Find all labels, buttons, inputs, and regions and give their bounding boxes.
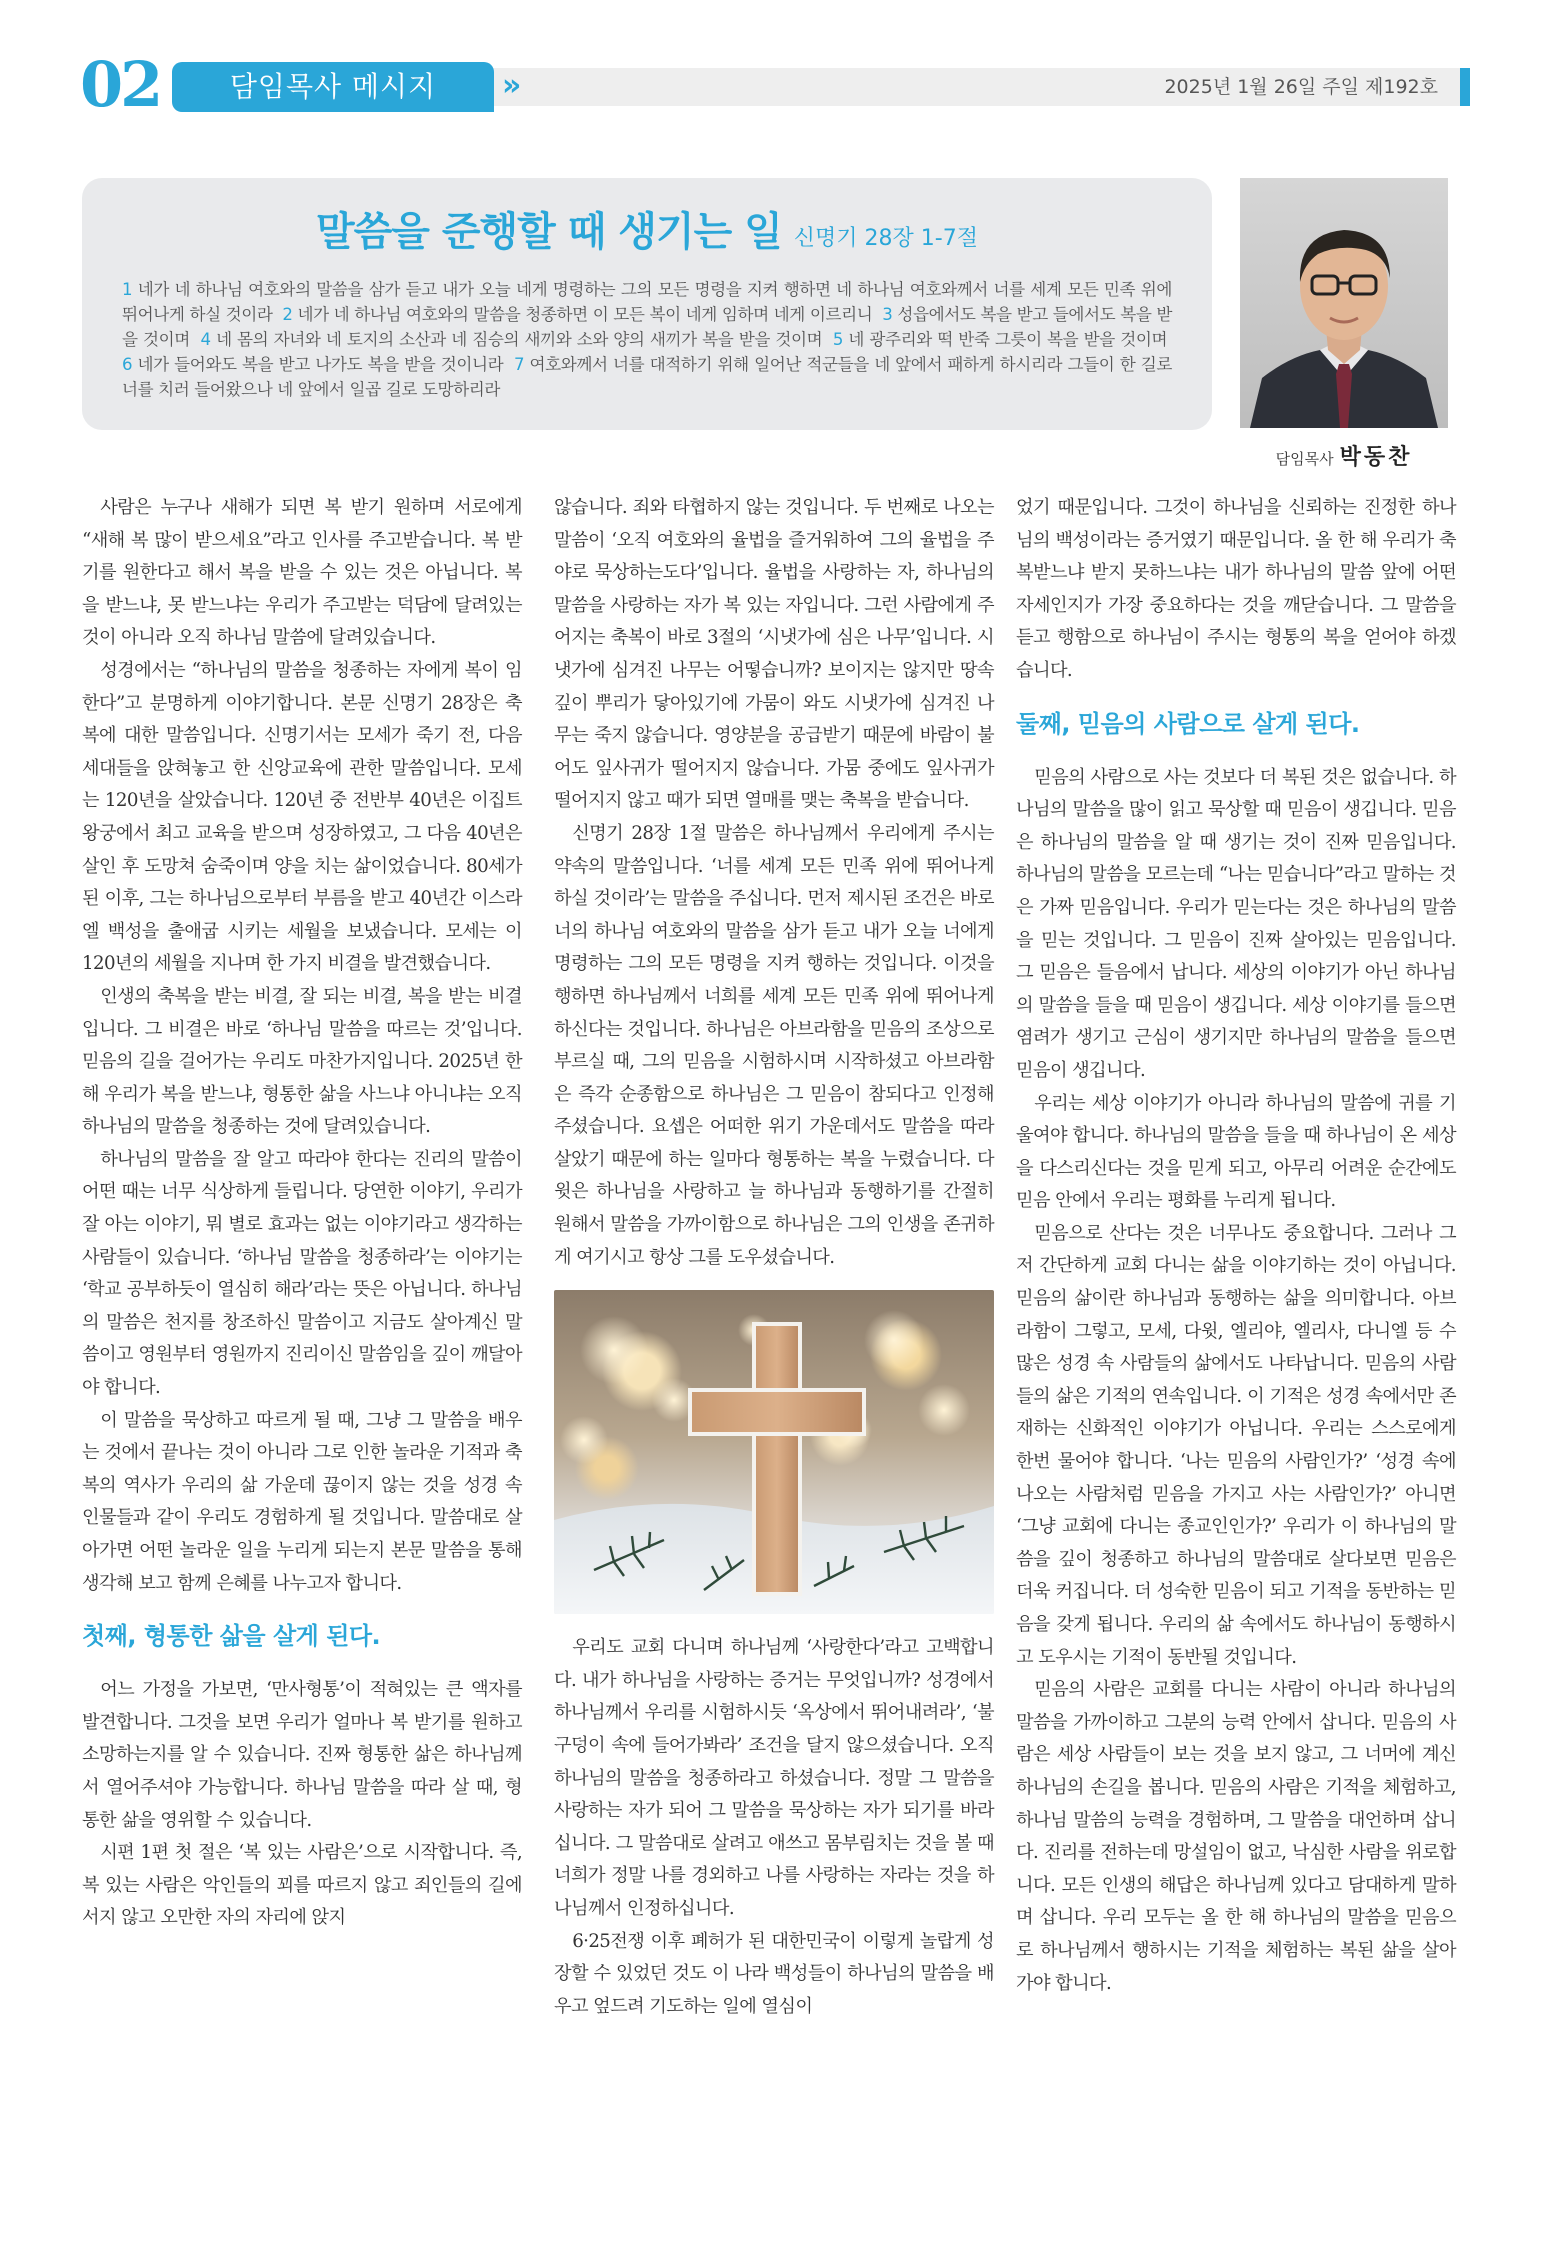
paragraph: 사람은 누구나 새해가 되면 복 받기 원하며 서로에게 “새해 복 많이 받으세요”라고 인사를 주고받습니다. 복 받기를 원한다고 해서 복을 받을 수 있는 것은 아닙니다. 복을 받느냐, 못 받느냐는 우리가 주고받는 덕담에 달려있는 것이 아니라 오직 하나님 말씀에 달려있습니다. (82, 497, 522, 649)
cross-photo (554, 1290, 994, 1614)
paragraph: 믿음의 사람으로 사는 것보다 더 복된 것은 없습니다. 하나님의 말씀을 많이 읽고 묵상할 때 믿음이 생깁니다. 믿음은 하나님의 말씀을 알 때 생기는 것이 진짜 믿음입니다. 하나님의 말씀을 모르는데 “나는 믿습니다”라고 말하는 것은 가짜 믿음입니다. 우리가 믿는다는 것은 하나님의 말씀을 믿는 것입니다. 그 믿음이 진짜 살아있는 믿음입니다. 그 믿음은 들음에서 납니다. 세상의 이야기가 아닌 하나님의 말씀을 들을 때 믿음이 생깁니다. 세상 이야기를 들으면 염려가 생기고 근심이 생기지만 하나님의 말씀을 들으면 믿음이 생깁니다. (1016, 766, 1456, 1081)
pastor-portrait-icon (1240, 178, 1448, 428)
verse-text: 네가 네 하나님 여호와의 말씀을 삼가 듣고 내가 오늘 네게 명령하는 그의 모든 명령을 지켜 행하면 네 하나님 여호와께서 너를 세계 모든 민족 위에 뛰어나게 하실 것이라 (122, 280, 1172, 324)
verse-number: 5 (832, 330, 844, 349)
article-column-2 (554, 492, 994, 2023)
article-column-3 (1016, 492, 1456, 2000)
paragraph: 성경에서는 “하나님의 말씀을 청종하는 자에게 복이 임한다”고 분명하게 이야기합니다. 본문 신명기 28장은 축복에 대한 말씀입니다. 신명기서는 모세가 죽기 전, 다음 세대들을 앉혀놓고 한 신앙교육에 관한 말씀입니다. 모세는 120년을 살았습니다. 120년 중 전반부 40년은 이집트 왕궁에서 최고 교육을 받으며 성장하였고, 그 다음 40년은 살인 후 도망쳐 숨죽이며 양을 치는 삶이었습니다. 80세가 된 이후, 그는 하나님으로부터 부름을 받고 40년간 이스라엘 백성을 출애굽 시키는 세월을 보냈습니다. 모세는 이 120년의 세월을 지나며 한 가지 비결을 발견했습니다. (82, 659, 522, 975)
paragraph: 않습니다. 죄와 타협하지 않는 것입니다. 두 번째로 나오는 말씀이 ‘오직 여호와의 율법을 즐거워하여 그의 율법을 주야로 묵상하는도다’입니다. 율법을 사랑하는 자, 하나님의 말씀을 사랑하는 자가 복 있는 자입니다. 그런 사람에게 주어지는 축복이 바로 3절의 ‘시냇가에 심은 나무’입니다. 시냇가에 심겨진 나무는 어떻습니까? 보이지는 않지만 땅속 깊이 뿌리가 닿아있기에 가뭄이 와도 시냇가에 심겨진 나무는 죽지 않습니다. 영양분을 공급받기 때문에 바람이 불어도 잎사귀가 떨어지지 않습니다. 가뭄 중에도 잎사귀가 떨어지지 않고 때가 되면 열매를 맺는 축복을 받습니다. (554, 497, 994, 812)
pastor-caption (1240, 440, 1448, 471)
header-end-mark (1460, 68, 1470, 106)
verse-number: 2 (282, 305, 293, 324)
issue-info: 2025년 1월 26일 주일 제192호 (1164, 76, 1438, 98)
scripture-text (122, 277, 1172, 402)
paragraph: 시편 1편 첫 절은 ‘복 있는 사람은’으로 시작합니다. 즉, 복 있는 사람은 악인들의 꾀를 따르지 않고 죄인들의 길에 서지 않고 오만한 자의 자리에 앉지 (82, 1842, 522, 1929)
verse-text: 네 몸의 자녀와 네 토지의 소산과 네 짐승의 새끼와 소와 양의 새끼가 복을 받을 것이며 (216, 330, 823, 349)
verse-number: 6 (122, 355, 133, 374)
paragraph: 하나님의 말씀을 잘 알고 따라야 한다는 진리의 말씀이 어떤 때는 너무 식상하게 들립니다. 당연한 이야기, 우리가 잘 아는 이야기, 뭐 별로 효과는 없는 이야기라고 생각하는 사람들이 있습니다. ‘하나님 말씀을 청종하라’는 이야기는 ‘학교 공부하듯이 열심히 해라’라는 뜻은 아닙니다. 하나님의 말씀은 천지를 창조하신 말씀이고 지금도 살아계신 말씀이고 영원부터 영원까지 진리이신 말씀임을 깊이 깨달아야 합니다. (82, 1148, 522, 1399)
section-tab: 담임목사 메시지 (172, 62, 494, 112)
verse-number: 3 (882, 305, 893, 324)
subheading-second: 둘째, 믿음의 사람으로 살게 된다. (1016, 709, 1360, 738)
paragraph: 었기 때문입니다. 그것이 하나님을 신뢰하는 진정한 하나님의 백성이라는 증거였기 때문입니다. 올 한 해 우리가 축복받느냐 받지 못하느냐는 내가 하나님의 말씀 앞에 어떤 자세인지가 가장 중요하다는 것을 깨닫습니다. 그 말씀을 듣고 행함으로 하나님이 주시는 형통의 복을 얻어야 하겠습니다. (1016, 497, 1456, 681)
verse-number: 4 (200, 330, 211, 349)
sermon-title-box (82, 178, 1212, 430)
verse-number: 1 (122, 280, 133, 299)
pastor-role: 담임목사 (1275, 450, 1334, 468)
paragraph: 우리도 교회 다니며 하나님께 ‘사랑한다’라고 고백합니다. 내가 하나님을 사랑하는 증거는 무엇입니까? 성경에서 하나님께서 우리를 시험하시듯 ‘옥상에서 뛰어내려라’, ‘불구덩이 속에 들어가봐라’ 조건을 달지 않으셨습니다. 오직 하나님의 말씀을 청종하라고 하셨습니다. 정말 그 말씀을 사랑하는 자가 되어 그 말씀을 묵상하는 자가 되기를 바라십니다. 그 말씀대로 살려고 애쓰고 몸부림치는 것을 볼 때 너희가 정말 나를 경외하고 나를 사랑하는 자라는 것을 하나님께서 인정하십니다. (554, 1637, 994, 1919)
paragraph: 어느 가정을 가보면, ‘만사형통’이 적혀있는 큰 액자를 발견합니다. 그것을 보면 우리가 얼마나 복 받기를 원하고 소망하는지를 알 수 있습니다. 진짜 형통한 삶은 하나님께서 열어주셔야 가능합니다. 하나님 말씀을 따라 살 때, 형통한 삶을 영위할 수 있습니다. (82, 1679, 522, 1831)
paragraph: 우리는 세상 이야기가 아니라 하나님의 말씀에 귀를 기울여야 합니다. 하나님의 말씀을 들을 때 하나님이 온 세상을 다스리신다는 것을 믿게 되고, 아무리 어려운 순간에도 믿음 안에서 우리는 평화를 누리게 됩니다. (1016, 1092, 1456, 1212)
paragraph: 인생의 축복을 받는 비결, 잘 되는 비결, 복을 받는 비결입니다. 그 비결은 바로 ‘하나님 말씀을 따르는 것’입니다. 믿음의 길을 걸어가는 우리도 마찬가지입니다. 2025년 한 해 우리가 복을 받느냐, 형통한 삶을 사느냐 아니냐는 오직 하나님의 말씀을 청종하는 것에 달려있습니다. (82, 985, 522, 1138)
article-column-1 (82, 492, 522, 1935)
paragraph: 믿음으로 산다는 것은 너무나도 중요합니다. 그러나 그저 간단하게 교회 다니는 삶을 이야기하는 것이 아닙니다. 믿음의 삶이란 하나님과 동행하는 삶을 의미합니다. 아브라함이 그렇고, 모세, 다윗, 엘리야, 엘리사, 다니엘 등 수 많은 성경 속 사람들의 삶에서도 나타납니다. 믿음의 사람들의 삶은 기적의 연속입니다. 이 기적은 성경 속에서만 존재하는 신화적인 이야기가 아닙니다. 우리는 스스로에게 한번 물어야 합니다. ‘나는 믿음의 사람인가?’ ‘성경 속에 나오는 사람처럼 믿음을 가지고 사는 사람인가?’ 아니면 ‘그냥 교회에 다니는 종교인인가?’ 우리가 이 하나님의 말씀을 깊이 청종하고 하나님의 말씀대로 살다보면 믿음은 더욱 커집니다. 더 성숙한 믿음이 되고 기적을 동반하는 믿음을 갖게 됩니다. 우리의 삶 속에서도 하나님이 동행하시고 도우시는 기적이 동반될 것입니다. (1016, 1222, 1456, 1668)
verse-number: 7 (513, 355, 525, 374)
page-header (80, 48, 1470, 121)
verse-text: 네가 네 하나님 여호와의 말씀을 청종하면 이 모든 복이 네게 임하며 네게 이르리니 (297, 305, 873, 324)
paragraph: 신명기 28장 1절 말씀은 하나님께서 우리에게 주시는 약속의 말씀입니다. ‘너를 세계 모든 민족 위에 뛰어나게 하실 것이라’는 말씀을 주십니다. 먼저 제시된 조건은 바로 너의 하나님 여호와의 말씀을 삼가 듣고 내가 오늘 너에게 명령하는 그의 모든 명령을 지켜 행하는 것입니다. 이것을 행하면 하나님께서 너희를 세계 모든 민족 위에 뛰어나게 하신다는 것입니다. 하나님은 아브라함을 믿음의 조상으로 부르실 때, 그의 믿음을 시험하시며 시작하셨고 아브라함은 즉각 순종함으로 하나님은 그 믿음이 참되다고 인정해 주셨습니다. 요셉은 어떠한 위기 가운데서도 말씀을 따라 살았기 때문에 하는 일마다 형통하는 복을 누렸습니다. 다윗은 하나님을 사랑하고 늘 하나님과 동행하기를 간절히 원해서 말씀을 가까이함으로 하나님은 그의 인생을 존귀하게 여기시고 항상 그를 도우셨습니다. (554, 822, 994, 1268)
title-line (122, 200, 1172, 257)
paragraph: 믿음의 사람은 교회를 다니는 사람이 아니라 하나님의 말씀을 가까이하고 그분의 능력 안에서 삽니다. 믿음의 사람은 세상 사람들이 보는 것을 보지 않고, 그 너머에 계신 하나님의 손길을 봅니다. 믿음의 사람은 기적을 체험하고, 하나님 말씀의 능력을 경험하며, 그 말씀을 대언하며 삽니다. 진리를 전하는데 망설임이 없고, 낙심한 사람을 위로합니다. 모든 인생의 해답은 하나님께 있다고 담대하게 말하며 삽니다. 우리 모두는 올 한 해 하나님의 말씀을 믿음으로 하나님께서 행하시는 기적을 체험하는 복된 삶을 살아가야 합니다. (1016, 1679, 1456, 1994)
pastor-name: 박동찬 (1339, 445, 1413, 470)
subheading-first: 첫째, 형통한 삶을 살게 된다. (82, 1622, 381, 1651)
page-number: 02 (80, 48, 161, 121)
paragraph: 이 말씀을 묵상하고 따르게 될 때, 그냥 그 말씀을 배우는 것에서 끝나는 것이 아니라 그로 인한 놀라운 기적과 축복의 역사가 우리의 삶 가운데 끊이지 않는 것을 성경 속 인물들과 같이 우리도 경험하게 될 것입니다. 말씀대로 살아가면 어떤 놀라운 일을 누리게 되는지 본문 말씀을 통해 생각해 보고 함께 은혜를 나누고자 합니다. (82, 1409, 522, 1594)
scripture-reference: 신명기 28장 1-7절 (793, 226, 978, 251)
verse-text: 네가 들어와도 복을 받고 나가도 복을 받을 것이니라 (137, 355, 504, 374)
verse-text: 여호와께서 너를 대적하기 위해 일어난 적군들을 네 앞에서 패하게 하시리라 그들이 한 길로 너를 치러 들어왔으나 네 앞에서 일곱 길로 도망하리라 (122, 355, 1173, 399)
verse-text: 네 광주리와 떡 반죽 그릇이 복을 받을 것이며 (848, 330, 1168, 349)
sermon-title: 말씀을 준행할 때 생기는 일 (316, 209, 782, 255)
verse-text: 성읍에서도 복을 받고 들에서도 복을 받을 것이며 (122, 305, 1173, 349)
chevron-right-icon: » (502, 68, 522, 103)
paragraph: 6·25전쟁 이후 폐허가 된 대한민국이 이렇게 놀랍게 성장할 수 있었던 것도 이 나라 백성들이 하나님의 말씀을 배우고 엎드려 기도하는 일에 열심이 (554, 1930, 994, 2017)
pastor-photo (1240, 178, 1448, 428)
wooden-cross-icon (554, 1290, 994, 1614)
